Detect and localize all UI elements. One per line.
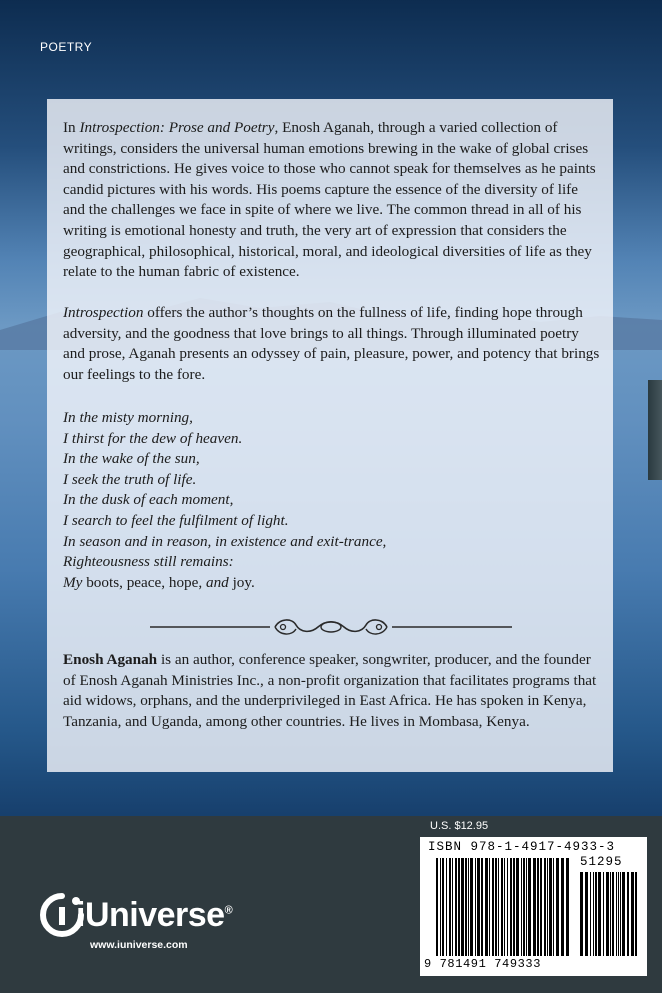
barcode-bar: [612, 872, 614, 956]
isbn-barcode: [436, 858, 572, 956]
barcode-bar: [489, 858, 490, 956]
publisher-name: iUniverse®: [76, 896, 233, 934]
barcode-bar: [533, 858, 536, 956]
barcode-bar: [458, 858, 460, 956]
price-barcode: [580, 872, 640, 956]
barcode-bar: [618, 872, 619, 956]
barcode-bar: [449, 858, 451, 956]
barcode-bar: [475, 858, 476, 956]
barcode-bar: [498, 858, 499, 956]
blurb-paragraph-2: Introspection offers the author’s thoughts on the fullness of life, finding hope through adversity, and the goodness that love brings to all things. Through illuminated poetry and prose, Aganah presents an odyssey of pain, pleasure, power, and potency that brings our feelings to the fore.: [63, 304, 600, 383]
barcode-bar: [635, 872, 637, 956]
barcode-bar: [631, 872, 634, 956]
barcode-bar: [455, 858, 457, 956]
barcode-bar: [585, 872, 588, 956]
barcode-bar: [465, 858, 467, 956]
poem-line: In the misty morning,: [63, 409, 193, 426]
barcode-bar: [547, 858, 548, 956]
barcode-bar: [477, 858, 480, 956]
barcode-bar: [566, 858, 569, 956]
poem-line-last: My boots, peace, hope, and joy.: [63, 573, 255, 591]
price-label: U.S. $12.95: [430, 820, 489, 832]
barcode-bar: [461, 858, 464, 956]
barcode-digits: 9 781491 749333: [424, 957, 542, 971]
barcode-bar: [549, 858, 552, 956]
barcode-bar: [556, 858, 559, 956]
blurb-paragraph-1: In Introspection: Prose and Poetry, Enosh Aganah, through a varied collection of writings, considers the universal human emotions brewing in the wake of global crises and constrictions. He gives voice to those who cannot speak for themselves as he paints candid pictures with his words. His poems capture the essence of the diversity of life and the challenges we face in spite of where we live. The common thread in all of his writing is emotional honesty and truth, the very art of expression that considers the geographical, philosophical, historical, moral, and ideological diversities of life as they relate to the human fabric of existence.: [63, 119, 596, 281]
barcode-bar: [492, 858, 494, 956]
author-name: Enosh Aganah: [63, 651, 158, 668]
barcode-bar: [595, 872, 597, 956]
book-title-short: Introspection: [63, 304, 144, 321]
poem-line: In season and in reason, in existence and exit-trance,: [63, 532, 387, 550]
barcode-bar: [436, 858, 438, 956]
ornamental-divider: [150, 612, 512, 642]
author-bio: Enosh Aganah is an author, conference speaker, songwriter, producer, and the founder of Enosh Aganah Ministries Inc., a non-profit organization that facilitates programs that aid widows, orphans, and the underprivileged in East Africa. He has spoken in Kenya, Tanzania, and Uganda, among other countries. He lives in Mombasa, Kenya.: [63, 651, 597, 730]
poem-line: I thirst for the dew of heaven.: [63, 429, 243, 447]
barcode-bar: [495, 858, 497, 956]
barcode-bar: [504, 858, 505, 956]
barcode-bar: [590, 872, 591, 956]
barcode-bar: [470, 858, 473, 956]
barcode-bar: [610, 872, 611, 956]
book-title: Introspection: Prose and Poetry: [79, 119, 275, 136]
barcode-bar: [513, 858, 515, 956]
barcode-bar: [593, 872, 594, 956]
genre-label: POETRY: [40, 40, 93, 54]
barcode-bar: [481, 858, 483, 956]
barcode-bar: [523, 858, 525, 956]
barcode-bar: [540, 858, 542, 956]
poem-line: I search to feel the fulfilment of light.: [63, 511, 289, 529]
barcode-bar: [485, 858, 488, 956]
barcode-bar: [521, 858, 522, 956]
barcode-bar: [452, 858, 453, 956]
poem-line: In the dusk of each moment,: [63, 491, 234, 509]
barcode-bar: [440, 858, 441, 956]
barcode-bar: [516, 858, 519, 956]
barcode-bar: [627, 872, 629, 956]
barcode-bar: [507, 858, 508, 956]
barcode-bar: [537, 858, 539, 956]
isbn-number: ISBN 978-1-4917-4933-3: [428, 840, 616, 854]
barcode-bar: [598, 872, 601, 956]
poem-line: Righteousness still remains:: [63, 553, 234, 571]
barcode-bar: [446, 858, 447, 956]
barcode-bar: [442, 858, 444, 956]
barcode-bar: [468, 858, 469, 956]
barcode-bar: [501, 858, 503, 956]
poem-line: I seek the truth of life.: [63, 470, 197, 488]
barcode-bar: [526, 858, 527, 956]
barcode-bar: [606, 872, 609, 956]
barcode-bar: [616, 872, 617, 956]
wooden-post: [648, 380, 662, 480]
barcode-bar: [561, 858, 564, 956]
barcode-bar: [603, 872, 604, 956]
barcode-bar: [528, 858, 531, 956]
publisher-url: www.iuniverse.com: [90, 939, 188, 951]
barcode-bar: [622, 872, 625, 956]
barcode-bar: [620, 872, 621, 956]
poem-excerpt: [63, 408, 601, 593]
barcode-bar: [580, 872, 583, 956]
poem-line: In the wake of the sun,: [63, 450, 200, 468]
barcode-bar: [510, 858, 512, 956]
price-code: 51295: [580, 855, 623, 869]
barcode-bar: [544, 858, 546, 956]
barcode-bar: [553, 858, 554, 956]
